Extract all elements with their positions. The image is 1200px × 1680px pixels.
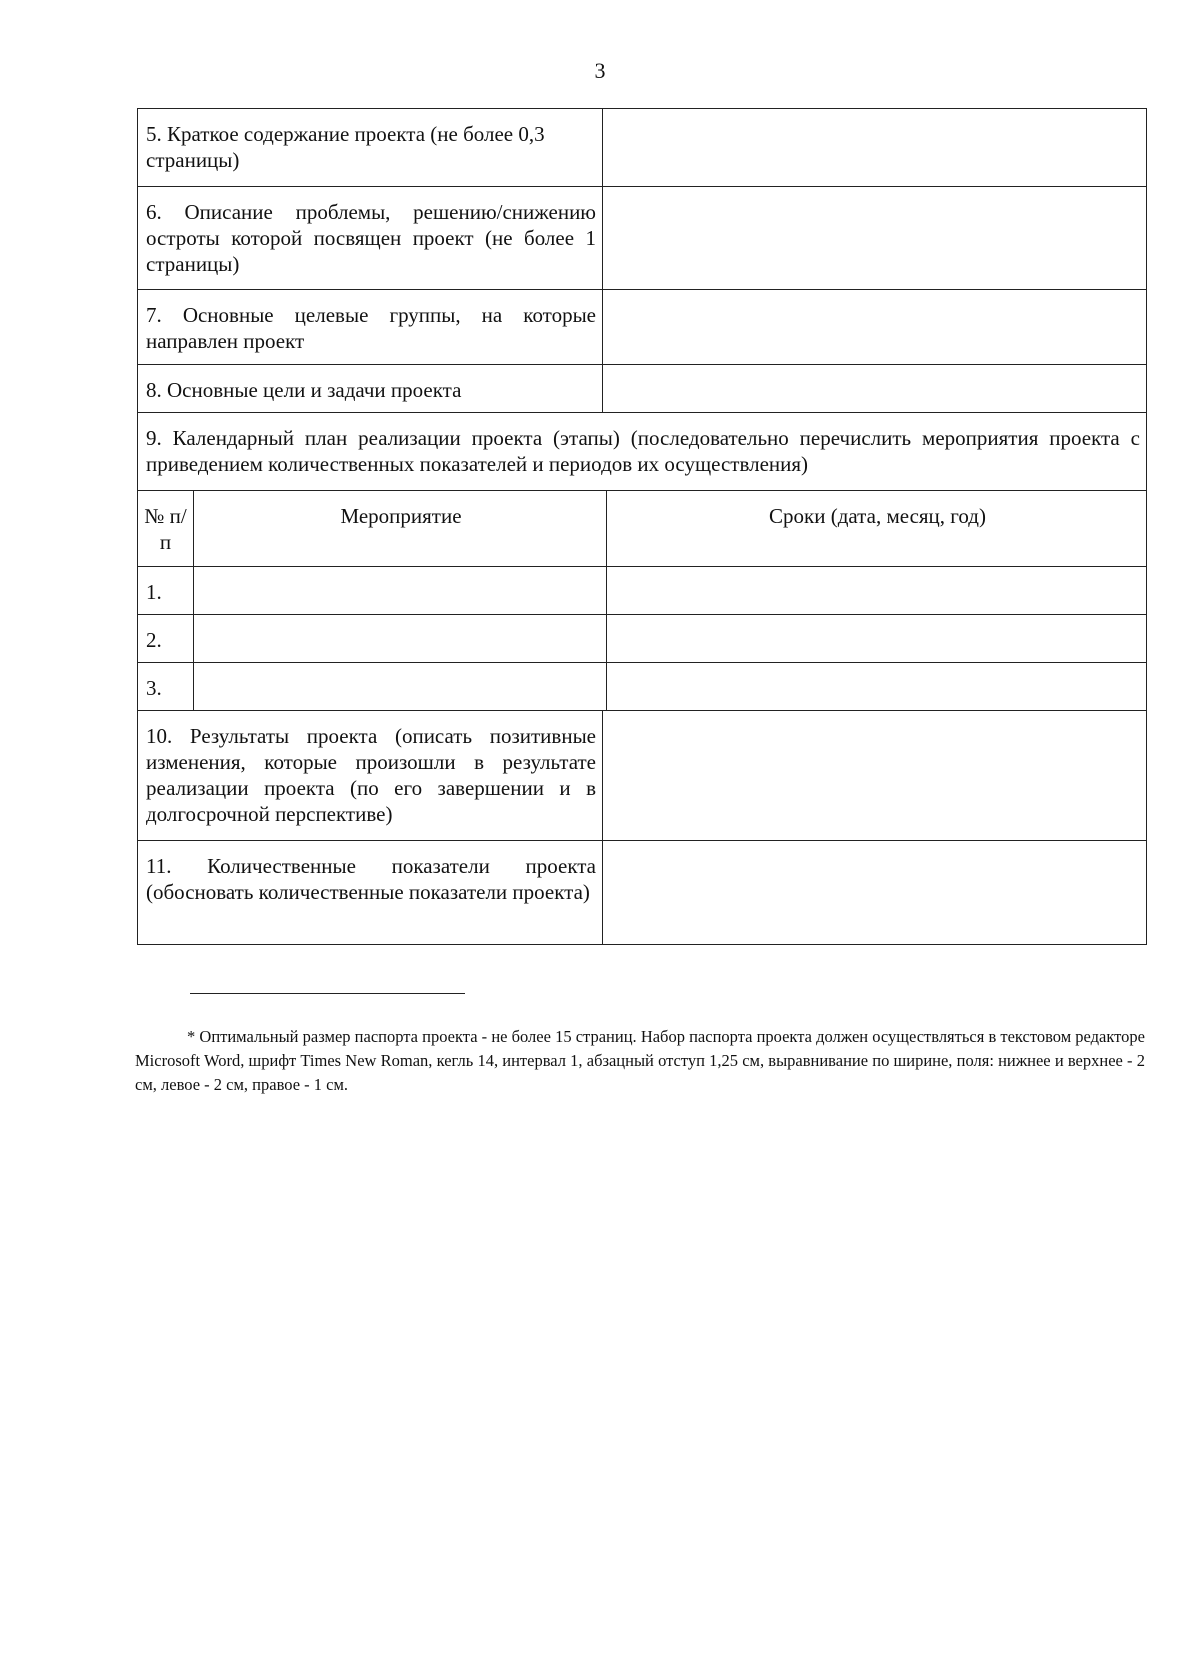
row-8-label: 8. Основные цели и задачи проекта (146, 378, 462, 402)
row-8-value-cell[interactable] (603, 365, 1147, 413)
row-11-indicators (138, 841, 1147, 945)
row-6-label-cell (138, 187, 603, 290)
row-6-problem (138, 187, 1147, 290)
row-9-label-cell (138, 413, 1147, 491)
row-5-label-cell (138, 109, 603, 187)
footnote-separator (190, 993, 465, 994)
page-number: 3 (594, 58, 606, 83)
plan-header-num-cell (138, 491, 194, 567)
row-7-label: 7. Основные целевые группы, на которые направлен проект (146, 303, 596, 353)
row-9-label: 9. Календарный план реализации проекта (этапы) (последовательно перечислить мероприятия проекта с приведением количественных показателей и периодов их осуществления) (146, 426, 1140, 476)
row-6-label: 6. Описание проблемы, решению/снижению остроты которой посвящен проект (не более 1 страницы) (146, 200, 596, 276)
row-5-value-cell[interactable] (603, 109, 1147, 187)
row-7-target-groups (138, 290, 1147, 365)
plan-row-2-num-cell (138, 615, 194, 663)
row-8-label-cell (138, 365, 603, 413)
project-passport-table (137, 108, 1147, 945)
plan-row-2-num: 2. (146, 628, 162, 652)
plan-header-dates-cell (607, 491, 1147, 567)
plan-header-dates: Сроки (дата, месяц, год) (769, 504, 986, 528)
row-6-value-cell[interactable] (603, 187, 1147, 290)
row-11-label-cell (138, 841, 603, 945)
row-11-label: 11. Количественные показатели проекта (обосновать количественные показатели проекта) (146, 854, 596, 904)
plan-row-2-event-cell[interactable] (194, 615, 607, 663)
plan-row-3-dates-cell[interactable] (607, 663, 1147, 711)
footnote: * Оптимальный размер паспорта проекта - не более 15 страниц. Набор паспорта проекта должен осуществляться в текстовом редакторе Microsoft Word, шрифт Times New Roman, кегль 14, интервал 1, абзацный отступ 1,25 см, выравнивание по ширине, поля: нижнее и верхнее - 2 см, левое - 2 см, правое - 1 см. (135, 1027, 1145, 1094)
plan-row-1-num: 1. (146, 580, 162, 604)
plan-row-1 (138, 567, 1147, 615)
row-7-label-cell (138, 290, 603, 365)
plan-row-3-num: 3. (146, 676, 162, 700)
plan-row-2-dates-cell[interactable] (607, 615, 1147, 663)
plan-row-1-dates-cell[interactable] (607, 567, 1147, 615)
row-11-value-cell[interactable] (603, 841, 1147, 945)
row-10-value-cell[interactable] (603, 711, 1147, 841)
row-8-goals (138, 365, 1147, 413)
plan-row-3 (138, 663, 1147, 711)
row-10-results (138, 711, 1147, 841)
plan-header-event: Мероприятие (340, 504, 462, 528)
row-10-label: 10. Результаты проекта (описать позитивные изменения, которые произошли в результате реализации проекта (по его завершении и в долгосрочной перспективе) (146, 724, 596, 826)
plan-header-row (138, 491, 1147, 567)
row-10-label-cell (138, 711, 603, 841)
row-5-summary (138, 109, 1147, 187)
row-5-label: 5. Краткое содержание проекта (не более 0,3 страницы) (146, 122, 545, 172)
row-9-calendar-plan (138, 413, 1147, 491)
plan-row-3-event-cell[interactable] (194, 663, 607, 711)
plan-header-num: № п/п (144, 504, 187, 554)
plan-row-3-num-cell (138, 663, 194, 711)
plan-row-1-event-cell[interactable] (194, 567, 607, 615)
plan-header-event-cell (194, 491, 607, 567)
plan-row-1-num-cell (138, 567, 194, 615)
plan-row-2 (138, 615, 1147, 663)
row-7-value-cell[interactable] (603, 290, 1147, 365)
